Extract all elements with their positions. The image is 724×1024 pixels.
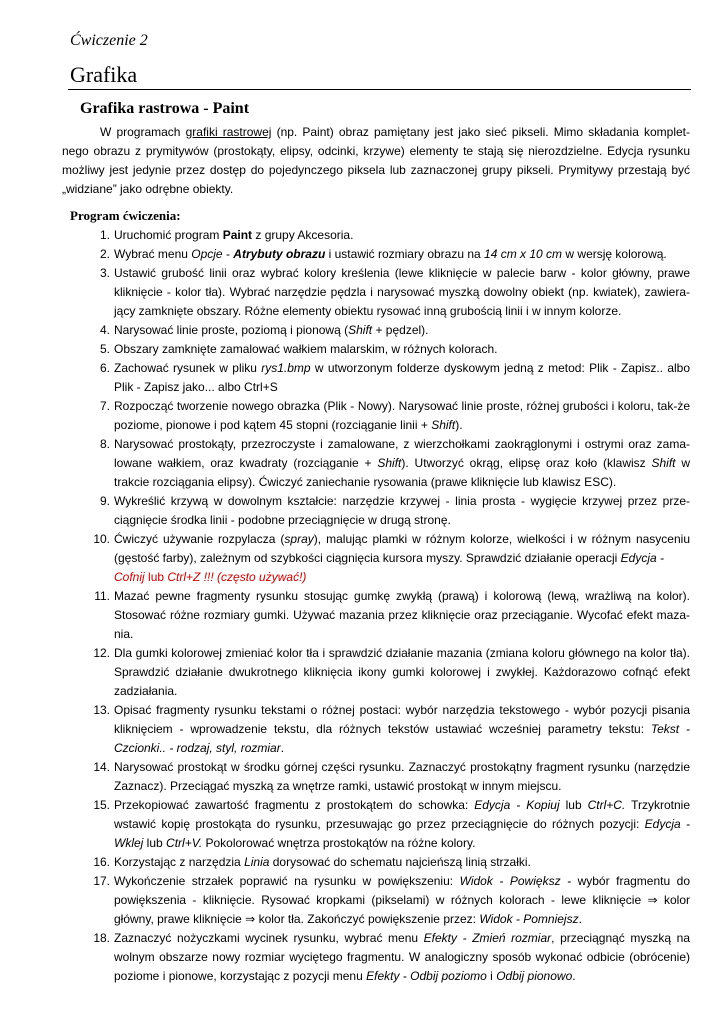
item-number: 17. [93, 874, 110, 888]
item-italic: Edycja - Kopiuj [474, 798, 560, 812]
item-text: . [280, 741, 285, 755]
list-item [62, 758, 690, 796]
item-number: 6. [99, 361, 110, 375]
item-italic: Shift [431, 418, 456, 432]
title-divider [68, 89, 691, 90]
item-red-text: lub [144, 570, 168, 584]
intro-link-term: grafiki rastrowej [185, 125, 272, 139]
item-text: Mazać pewne fragmenty rysunku stosując gumkę zwykłą (prawą) i kolorową (lewą, wrażliwą na kolor). Stosować różne rozmiary gumki. Używać mazania przez kliknięcie oraz przeciąganie. Wycofać efekt maza-nia. [114, 589, 690, 641]
item-text: Opisać fragmenty rysunku tekstami o różnej postaci: wybór narzędzia tekstowego - wybór pozycji pisania kliknięciem - wprowadzenie tekstu, dla różnych tekstów ustawiać wcześniej parametry tekstu: [114, 703, 690, 736]
item-text: + pędzel). [372, 323, 429, 337]
item-italic: Ctrl+C. [587, 798, 626, 812]
list-item [62, 340, 690, 359]
item-text: i ustawić rozmiary obrazu na [325, 247, 485, 261]
page-title: Grafika [70, 62, 138, 87]
item-number: 9. [99, 494, 110, 508]
item-italic: 14 cm x 10 cm [484, 247, 563, 261]
item-text: Wykończenie strzałek poprawić na rysunku w powiększeniu: [114, 874, 460, 888]
item-red-italic: Cofnij [114, 570, 145, 584]
item-text: Ćwiczyć używanie rozpylacza ( [114, 532, 285, 546]
intro-paragraph [62, 123, 690, 199]
item-text: Obszary zamknięte zamalować wałkiem malarskim, w różnych kolorach. [114, 342, 498, 356]
item-number: 7. [99, 399, 110, 413]
item-text: w trakcie rozciągania elipsy). Ćwiczyć zaniechanie rysowania (prawe kliknięcie lub klawisz ESC). [114, 456, 690, 489]
item-number: 12. [93, 646, 110, 660]
item-text: Zachować rysunek w pliku [114, 361, 262, 375]
item-italic: Linia [244, 855, 270, 869]
item-number: 11. [94, 589, 110, 603]
item-italic: Edycja - [620, 551, 665, 565]
item-number: 14. [93, 760, 110, 774]
item-number: 8. [99, 437, 110, 451]
item-number: 5. [99, 342, 110, 356]
item-text: Rozpocząć tworzenie nowego obrazka (Plik - Nowy). Narysować linie proste, różnej grubości i koloru, tak-że poziome, pionowe i pod kątem 45 stopni (rozciąganie linii + [114, 399, 690, 432]
item-text: Narysować linie proste, poziomą i pionową ( [114, 323, 349, 337]
list-item [62, 245, 690, 264]
item-text: ). Utworzyć okrąg, elipsę oraz koło (klawisz [401, 456, 652, 470]
list-item [62, 796, 690, 853]
item-number: 4. [99, 323, 110, 337]
item-italic: Widok - Powiększ - [459, 874, 572, 888]
item-text: ). [455, 418, 463, 432]
item-bold-italic: Atrybuty obrazu [233, 247, 326, 261]
item-number: 10. [93, 532, 110, 546]
list-item [62, 530, 690, 587]
item-text: Uruchomić program [114, 228, 223, 242]
section-title: Grafika rastrowa - Paint [80, 100, 250, 117]
steps-list [62, 226, 690, 986]
list-item [62, 435, 690, 492]
item-text: ), malując plamki w różnym kolorze, wielkości i w różnym nasyceniu (gęstość farby), zależnym od szybkości ciągnięcia kursora myszy. Sprawdzić działanie operacji [114, 532, 690, 565]
item-number: 3. [99, 266, 110, 280]
list-item [62, 397, 690, 435]
item-text: Ustawić grubość linii oraz wybrać kolory kreślenia (lewe kliknięcie w palecie barw - kolor główny, prawe kliknięcie - kolor tła). Wybrać narzędzie pędzla i narysować myszką dowolny obiekt (np. kwiatek), zawiera-jący zamknięte obszary. Różne elementy obiektu rysować inną grubością linii i w innym kolorze. [114, 266, 690, 318]
item-number: 1. [99, 228, 110, 242]
program-title: Program ćwiczenia: [70, 208, 181, 223]
item-text: - [222, 247, 234, 261]
item-italic: Odbij pionowo [496, 969, 573, 983]
item-text: Dla gumki kolorowej zmieniać kolor tła i sprawdzić działanie mazania (zmiana koloru głównego na kolor tła). Sprawdzić działanie dwukrotnego kliknięcia ikony gumki kolorowej i zwykłej. Każdorazowo cofnąć efekt zadziałania. [114, 646, 690, 698]
item-italic: rys1.bmp [261, 361, 311, 375]
item-text: Pokolorować wnętrza prostokątów na różne kolory. [202, 836, 476, 850]
item-text: Narysować prostokąt w środku górnej części rysunku. Zaznaczyć prostokątny fragment rysunku (narzędzie Zaznacz). Przeciągać myszką za wnętrze ramki, ustawić prostokąt w innym miejscu. [114, 760, 690, 793]
item-text: wybór fragmentu do powiększenia - kliknięcie. Rysować kropkami (pikselami) w różnych kolorach - lewe kliknięcie [114, 874, 691, 907]
item-text: Trzykrotnie wstawić kopię prostokąta do rysunku, przesuwając go przez przeciągnięcie do różnych pozycji: [114, 798, 691, 831]
item-italic: Widok - Pomniejsz [479, 912, 579, 926]
list-item [62, 226, 690, 245]
item-text: lub [143, 836, 167, 850]
item-italic: Edycja - Wklej [114, 817, 690, 850]
item-text: Korzystając z narzędzia [114, 855, 245, 869]
item-text: . [578, 912, 582, 926]
item-red-italic: Ctrl+Z !!! (często używać!) [167, 570, 307, 584]
item-text: z grupy Akcesoria. [252, 228, 354, 242]
arrow-icon: ⇒ [647, 893, 658, 907]
list-item [62, 359, 690, 397]
item-text: kolor główny, prawe kliknięcie [114, 893, 690, 926]
item-italic: Tekst - Czcionki.. - rodzaj, styl, rozmiar [114, 722, 690, 755]
item-text: Narysować prostokąty, przezroczyste i zamalowane, z wierzchołkami zaokrąglonymi i ostrymi oraz zama-lowane wałkiem, oraz kwadraty (rozciąganie + [114, 437, 690, 470]
item-number: 2. [99, 247, 110, 261]
intro-text-post: (np. Paint) obraz pamiętany jest jako sieć pikseli. Mimo składania komplet-nego obrazu z prymitywów (prostokąty, elipsy, odcinki, krzywe) elementy te stają się nierozdzielne. Edycja rysunku możliwy jest jedynie przez dostęp do pojedynczego piksela lub zaznaczonej grupy pikseli. Prymitywy przestają być „widziane” jako odrębne obiekty. [62, 125, 691, 196]
item-text: , przeciągnąć myszką na wolnym obszarze nowy rozmiar wyciętego fragmentu. W analogiczny sposób wykonać odbicie (obrócenie) poziome i pionowe, korzystając z pozycji menu [114, 931, 690, 983]
list-item [62, 492, 690, 530]
list-item [62, 853, 690, 872]
item-italic: spray [284, 532, 314, 546]
list-item [62, 644, 690, 701]
item-number: 18. [93, 931, 110, 945]
item-italic: Shift [348, 323, 373, 337]
item-bold: Paint [222, 228, 253, 242]
item-italic: Shift [377, 456, 402, 470]
list-item [62, 264, 690, 321]
exercise-label: Ćwiczenie 2 [70, 32, 148, 49]
item-text: i [486, 969, 497, 983]
item-number: 15. [93, 798, 110, 812]
list-item [62, 872, 690, 929]
item-italic: Opcje [191, 247, 223, 261]
list-item [62, 321, 690, 340]
item-text: w utworzonym folderze dyskowym jedną z metod: Plik - Zapisz.. albo Plik - Zapisz jako... albo Ctrl+S [114, 361, 691, 394]
item-text: Przekopiować zawartość fragmentu z prostokątem do schowka: [114, 798, 475, 812]
list-item [62, 929, 690, 986]
item-text: kolor tła. Zakończyć powiększenie przez: [255, 912, 480, 926]
item-number: 13. [93, 703, 110, 717]
item-number: 16. [93, 855, 110, 869]
item-italic: Ctrl+V. [166, 836, 203, 850]
item-text: Zaznaczyć nożyczkami wycinek rysunku, wybrać menu [114, 931, 424, 945]
item-text: . [572, 969, 576, 983]
item-italic: Shift [651, 456, 676, 470]
list-item [62, 587, 690, 644]
item-text: Wykreślić krzywą w dowolnym kształcie: narzędzie krzywej - linia prosta - wygięcie krzywej przez prze-ciągnięcie środka linii - podobne przeciągnięcie w drugą stronę. [114, 494, 690, 527]
item-text: w wersję kolorową. [562, 247, 667, 261]
item-text: Wybrać menu [114, 247, 192, 261]
item-text: lub [559, 798, 588, 812]
item-italic: Efekty - Zmień rozmiar [423, 931, 552, 945]
intro-text-pre: W programach [100, 125, 186, 139]
arrow-icon: ⇒ [245, 912, 256, 926]
list-item [62, 701, 690, 758]
item-text: dorysować do schematu najcieńszą linią strzałki. [269, 855, 531, 869]
item-italic: Efekty - Odbij poziomo [366, 969, 487, 983]
